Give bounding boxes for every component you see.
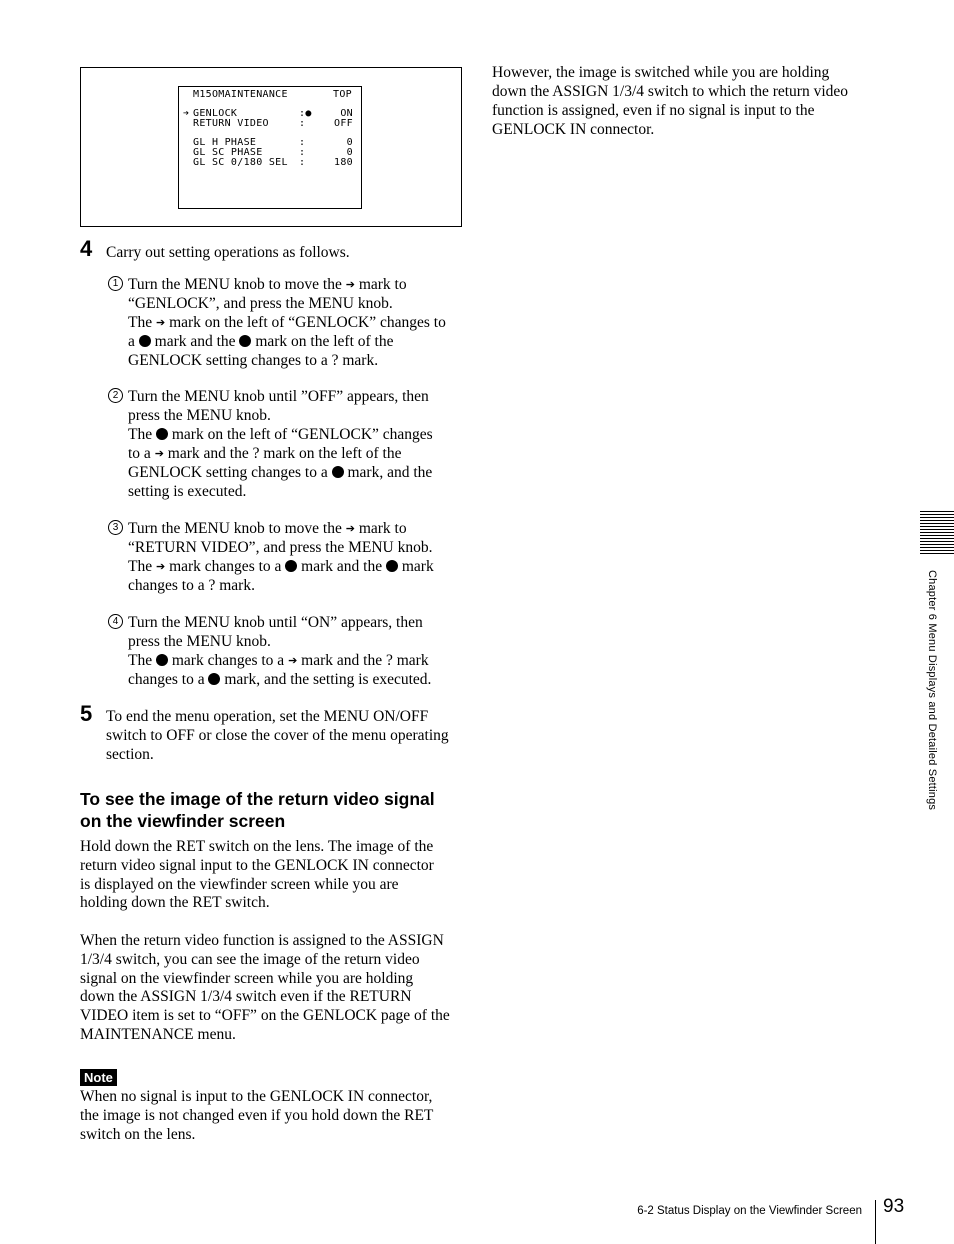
dot-mark-icon — [239, 335, 251, 347]
substep-line: Turn the MENU knob to move the ➔ mark to — [128, 520, 407, 537]
substep-number: 2 — [108, 388, 123, 403]
substep-line: a mark and the mark on the left of the — [128, 333, 394, 350]
screen-row-value: 180 — [334, 157, 353, 168]
substep-number: 3 — [108, 520, 123, 535]
body-line: signal on the viewfinder screen while you are holding — [80, 970, 414, 987]
cursor-arrow-icon: ➔ — [183, 108, 190, 119]
substep-line: press the MENU knob. — [128, 633, 271, 650]
dot-mark-icon — [208, 673, 220, 685]
step-number: 4 — [80, 236, 93, 261]
body-line: When the return video function is assigned to the ASSIGN — [80, 932, 444, 949]
substep-line: changes to a ? mark. — [128, 577, 255, 594]
substep-line: changes to a mark, and the setting is executed. — [128, 671, 432, 688]
substep-line: press the MENU knob. — [128, 407, 271, 424]
screen-row-label: GL SC PHASE — [193, 147, 263, 158]
note-badge: Note — [80, 1069, 117, 1086]
substep-line: to a ➔ mark and the ? mark on the left of the — [128, 445, 402, 462]
screen-row-value: ON — [340, 108, 353, 119]
arrow-mark-icon: ➔ — [155, 561, 166, 573]
body-line: return video signal input to the GENLOCK IN connector — [80, 857, 434, 874]
dot-mark-icon — [156, 428, 168, 440]
section-heading: To see the image of the return video signal on the viewfinder screen — [80, 789, 435, 831]
screen-row-sep: : — [299, 118, 306, 129]
step-intro: Carry out setting operations as follows. — [106, 244, 350, 261]
substep-line: “RETURN VIDEO”, and press the MENU knob. — [128, 539, 433, 556]
screen-row-value: 0 — [346, 137, 353, 148]
note-line: switch on the lens. — [80, 1126, 196, 1143]
chapter-tab-bars — [920, 511, 954, 556]
arrow-mark-icon: ➔ — [345, 523, 355, 535]
step-number: 5 — [80, 701, 93, 726]
step-line: To end the menu operation, set the MENU ON/OFF — [106, 708, 429, 725]
page-number: 93 — [883, 1196, 905, 1217]
substep-line: GENLOCK setting changes to a mark, and the — [128, 464, 433, 481]
arrow-mark-icon: ➔ — [288, 655, 298, 667]
screen-row-sep: : — [299, 137, 306, 148]
chapter-side-label: Chapter 6 Menu Displays and Detailed Settings — [926, 570, 938, 811]
substep-line: The mark changes to a ➔ mark and the ? mark — [128, 652, 429, 669]
body-line: holding down the RET switch. — [80, 894, 270, 911]
footer-divider — [875, 1200, 876, 1244]
screen-row-label: RETURN VIDEO — [193, 118, 269, 129]
right-column-line: GENLOCK IN connector. — [492, 121, 655, 138]
right-column-line: down the ASSIGN 1/3/4 switch to which the return video — [492, 83, 849, 100]
screen-row-sep: :● — [299, 108, 312, 119]
screen-row-value: OFF — [334, 118, 353, 129]
substep-line: “GENLOCK”, and press the MENU knob. — [128, 295, 393, 312]
substep-line: Turn the MENU knob to move the ➔ mark to — [128, 276, 407, 293]
body-line: Hold down the RET switch on the lens. The image of the — [80, 838, 434, 855]
substep-line: Turn the MENU knob until ”OFF” appears, then — [128, 388, 429, 405]
dot-mark-icon — [386, 560, 398, 572]
screen-row-label: GENLOCK — [193, 108, 238, 119]
screen-row-sep: : — [299, 147, 306, 158]
step-line: switch to OFF or close the cover of the menu operating — [106, 727, 449, 744]
screen-row-sep: : — [299, 157, 306, 168]
dot-mark-icon — [139, 335, 151, 347]
body-line: is displayed on the viewfinder screen while you are — [80, 876, 399, 893]
body-line: VIDEO item is set to “OFF” on the GENLOCK page of the — [80, 1007, 450, 1024]
arrow-mark-icon: ➔ — [155, 317, 166, 329]
note-line: When no signal is input to the GENLOCK IN connector, — [80, 1088, 433, 1105]
screen-row-label: GL SC 0/180 SEL — [193, 157, 288, 168]
screen-row-value: 0 — [346, 147, 353, 158]
dot-mark-icon — [285, 560, 297, 572]
body-line: MAINTENANCE menu. — [80, 1026, 236, 1043]
substep-line: GENLOCK setting changes to a ? mark. — [128, 352, 379, 369]
substep-line: Turn the MENU knob until “ON” appears, then — [128, 614, 423, 631]
screen-title: M15OMAINTENANCE — [193, 89, 288, 100]
arrow-mark-icon: ➔ — [154, 448, 164, 460]
right-column-line: However, the image is switched while you are holding — [492, 64, 830, 81]
substep-line: The mark on the left of “GENLOCK” changes — [128, 426, 433, 443]
screen-row-label: GL H PHASE — [193, 137, 257, 148]
right-column-line: function is assigned, even if no signal is input to the — [492, 102, 815, 119]
substep-line: The ➔ mark on the left of “GENLOCK” changes to — [128, 314, 446, 331]
step-line: section. — [106, 746, 154, 763]
body-line: 1/3/4 switch, you can see the image of the return video — [80, 951, 420, 968]
substep-number: 1 — [108, 276, 123, 291]
footer-section-title: 6-2 Status Display on the Viewfinder Screen — [637, 1205, 862, 1217]
substep-line: setting is executed. — [128, 483, 247, 500]
screen-page-tag: TOP — [333, 89, 352, 100]
body-line: down the ASSIGN 1/3/4 switch even if the RETURN — [80, 988, 412, 1005]
arrow-mark-icon: ➔ — [345, 279, 355, 291]
note-line: the image is not changed even if you hold down the RET — [80, 1107, 434, 1124]
dot-mark-icon — [156, 654, 168, 666]
substep-number: 4 — [108, 614, 123, 629]
viewfinder-menu-screen — [178, 86, 362, 209]
dot-mark-icon — [332, 466, 344, 478]
substep-line: The ➔ mark changes to a mark and the mark — [128, 558, 434, 575]
